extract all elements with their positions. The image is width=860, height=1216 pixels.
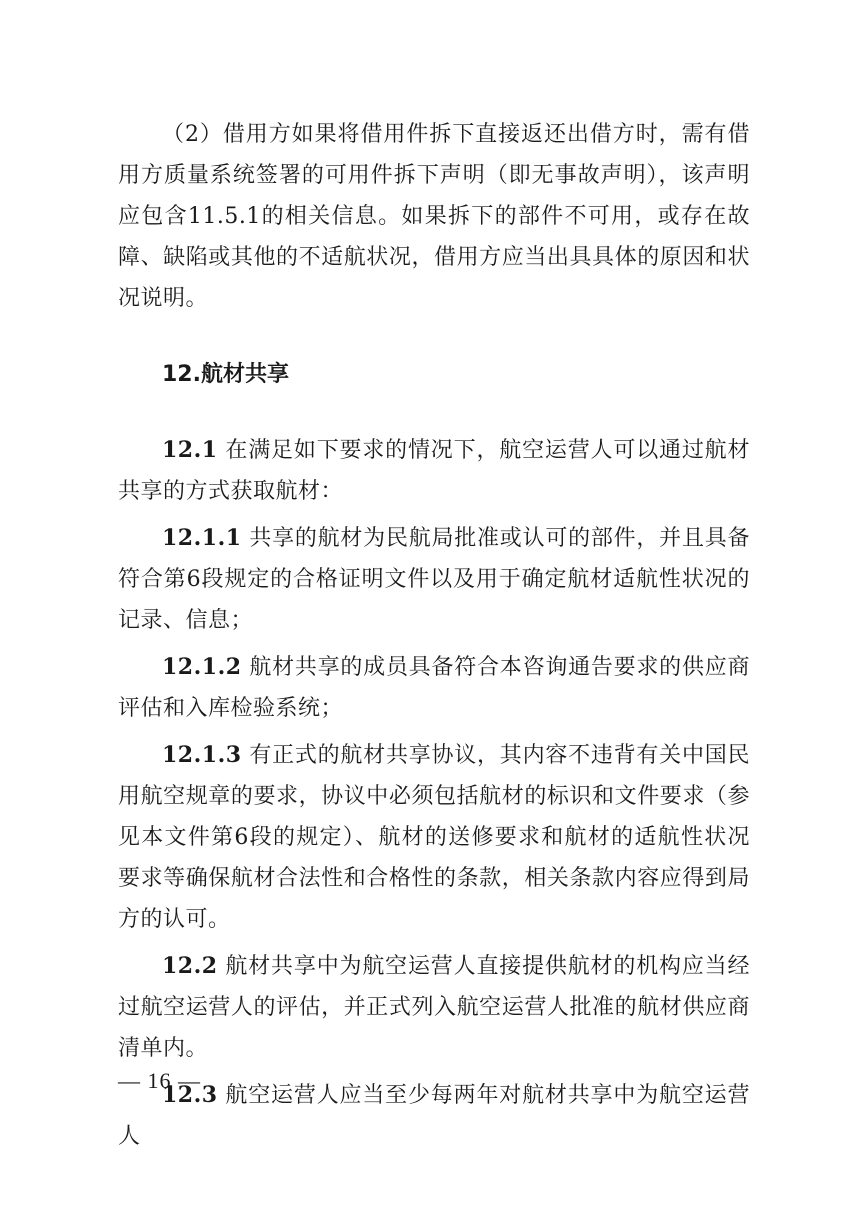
- paragraph-11-5-2: （2）借用方如果将借用件拆下直接返还出借方时，需有借用方质量系统签署的可用件拆下声明（即无事故声明），该声明应包含11.5.1的相关信息。如果拆下的部件不可用，或存在故障、缺陷或其他的不适航状况，借用方应当出具具体的原因和状况说明。: [118, 122, 750, 311]
- clause-number: 12.3: [162, 1082, 218, 1108]
- clause-number: 12.1.2: [162, 654, 242, 680]
- paragraph-12-1-2: [118, 647, 750, 729]
- paragraph-12-1: [118, 430, 750, 512]
- clause-text: 航材共享中为航空运营人直接提供航材的机构应当经过航空运营人的评估，并正式列入航空运营人批准的航材供应商清单内。: [118, 954, 750, 1061]
- clause-text: 共享的航材为民航局批准或认可的部件，并且具备符合第6段规定的合格证明文件以及用于确定航材适航性状况的记录、信息；: [118, 526, 750, 633]
- document-body: [118, 114, 750, 1157]
- section-heading-12: 12.航材共享: [162, 362, 289, 387]
- section-gap: [118, 395, 750, 430]
- clause-text: 有正式的航材共享协议，其内容不违背有关中国民用航空规章的要求，协议中必须包括航材的标识和文件要求（参见本文件第6段的规定）、航材的送修要求和航材的适航性状况要求等确保航材合法性和合格性的条款，相关条款内容应得到局方的认可。: [118, 743, 750, 932]
- page-number: — 16 —: [118, 1068, 201, 1093]
- paragraph-12-1-1: [118, 518, 750, 641]
- paragraph-12-1-3: [118, 735, 750, 940]
- paragraph-12-2: [118, 946, 750, 1069]
- clause-number: 12.1.1: [162, 525, 242, 551]
- section-gap: [118, 319, 750, 354]
- paragraph-12-3: [118, 1075, 750, 1157]
- clause-text: 航空运营人应当至少每两年对航材共享中为航空运营人: [118, 1083, 750, 1149]
- clause-text: 航材共享的成员具备符合本咨询通告要求的供应商评估和入库检验系统；: [118, 655, 750, 721]
- clause-number: 12.1.3: [162, 742, 242, 768]
- clause-number: 12.1: [162, 437, 218, 463]
- clause-text: 在满足如下要求的情况下，航空运营人可以通过航材共享的方式获取航材：: [118, 438, 750, 504]
- clause-number: 12.2: [162, 953, 218, 979]
